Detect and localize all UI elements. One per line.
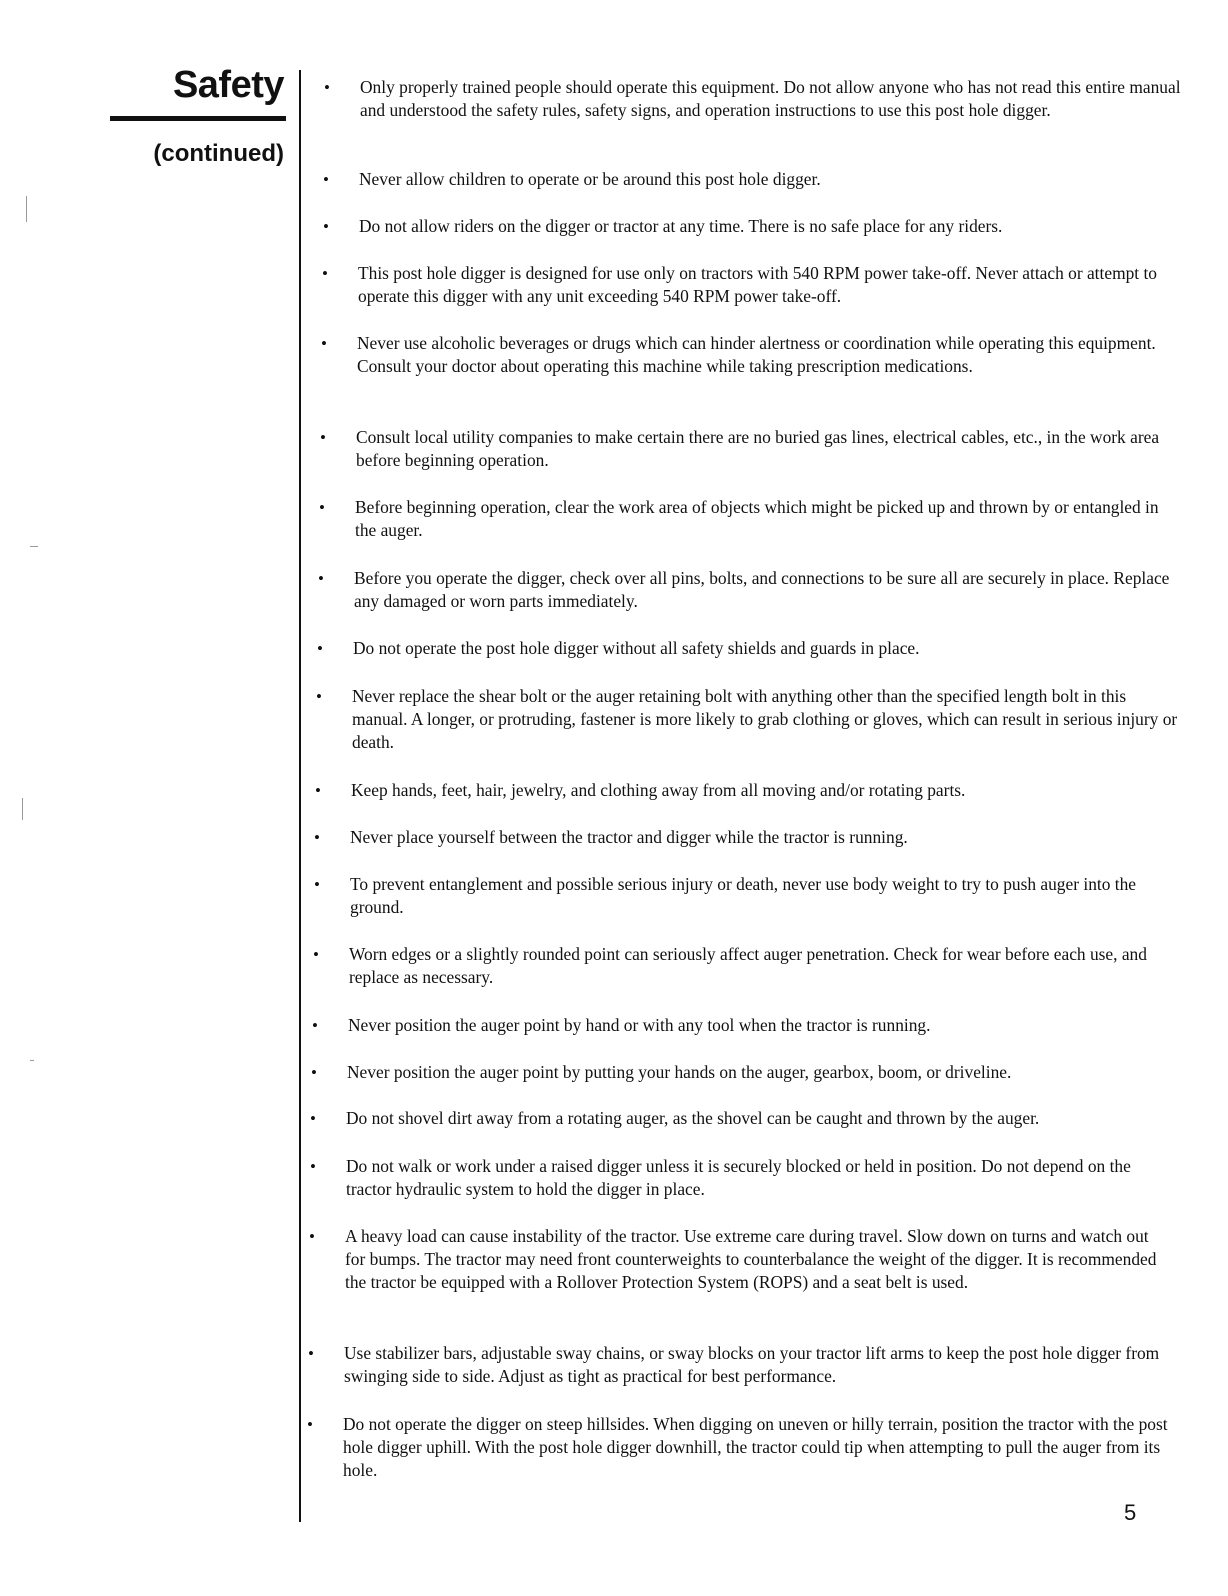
rule-text: Never use alcoholic beverages or drugs which can hinder alertness or coordination while operating this equipment. Consult your doctor about operating this machine while taking prescription medications. (357, 333, 1156, 376)
safety-rule (312, 1014, 1174, 1037)
safety-rule (318, 567, 1180, 613)
rule-text: Use stabilizer bars, adjustable sway chains, or sway blocks on your tractor lift arms to keep the post hole digger from swinging side to side. Adjust as tight as practical for best performance. (344, 1343, 1160, 1386)
rule-text: This post hole digger is designed for use only on tractors with 540 RPM power take-off. Never attach or attempt to operate this digger with any unit exceeding 540 RPM power take-off. (358, 263, 1157, 306)
rule-text: Never position the auger point by hand or with any tool when the tractor is running. (348, 1015, 931, 1035)
safety-rule (314, 826, 1176, 849)
bullet-icon: • (311, 1063, 317, 1082)
safety-rule (315, 779, 1177, 802)
scan-artifact (26, 196, 27, 222)
bullet-icon: • (312, 1016, 318, 1035)
safety-rule (308, 1342, 1170, 1388)
safety-rule (320, 426, 1182, 472)
bullet-icon: • (323, 170, 329, 189)
safety-rule (311, 1061, 1173, 1084)
rule-text: Do not shovel dirt away from a rotating auger, as the shovel can be caught and thrown by the auger. (346, 1108, 1040, 1128)
bullet-icon: • (315, 781, 321, 800)
rule-text: Consult local utility companies to make certain there are no buried gas lines, electrical cables, etc., in the work area before beginning operation. (356, 427, 1160, 470)
rule-text: A heavy load can cause instability of the tractor. Use extreme care during travel. Slow down on turns and watch out for bumps. The tractor may need front counterweights to counterbalance the weight of the digger. It is recommended the tractor be equipped with a Rollover Protection System (ROPS) and a seat belt is used. (345, 1226, 1157, 1292)
rule-text: Do not allow riders on the digger or tractor at any time. There is no safe place for any riders. (359, 216, 1003, 236)
safety-rule (310, 1155, 1172, 1201)
rule-text: Keep hands, feet, hair, jewelry, and clothing away from all moving and/or rotating parts. (351, 780, 966, 800)
bullet-icon: • (319, 498, 325, 517)
safety-rule (309, 1225, 1171, 1294)
rule-text: Only properly trained people should operate this equipment. Do not allow anyone who has not read this entire manual and understood the safety rules, safety signs, and operation instructions to use this post hole digger. (360, 77, 1181, 120)
scan-artifact (22, 798, 23, 820)
bullet-icon: • (323, 217, 329, 236)
bullet-icon: • (314, 875, 320, 894)
rule-text: Before beginning operation, clear the work area of objects which might be picked up and thrown by or entangled in the auger. (355, 497, 1159, 540)
safety-rule (323, 168, 1181, 191)
section-subtitle: (continued) (153, 140, 284, 167)
bullet-icon: • (310, 1157, 316, 1176)
section-title: Safety (172, 64, 284, 106)
scan-artifact (30, 546, 38, 547)
safety-rule (307, 1413, 1169, 1482)
safety-rule (316, 685, 1178, 754)
bullet-icon: • (307, 1415, 313, 1434)
bullet-icon: • (310, 1109, 316, 1128)
bullet-icon: • (313, 945, 319, 964)
scan-artifact (30, 1060, 34, 1061)
rule-text: To prevent entanglement and possible serious injury or death, never use body weight to try to push auger into the ground. (350, 874, 1137, 917)
bullet-icon: • (321, 334, 327, 353)
bullet-icon: • (308, 1344, 314, 1363)
rule-text: Do not walk or work under a raised digger unless it is securely blocked or held in position. Do not depend on the tractor hydraulic system to hold the digger in place. (346, 1156, 1131, 1199)
bullet-icon: • (318, 569, 324, 588)
safety-rule (321, 332, 1181, 378)
safety-rule (317, 637, 1179, 660)
safety-rule (324, 76, 1182, 122)
rule-text: Worn edges or a slightly rounded point can seriously affect auger penetration. Check for wear before each use, and replace as necessary. (349, 944, 1147, 987)
rule-text: Never position the auger point by putting your hands on the auger, gearbox, boom, or driveline. (347, 1062, 1012, 1082)
safety-rule (323, 215, 1181, 238)
rule-text: Do not operate the digger on steep hillsides. When digging on uneven or hilly terrain, position the tractor with the post hole digger uphill. With the post hole digger downhill, the tractor could tip when attempting to pull the auger from its hole. (343, 1414, 1168, 1480)
bullet-icon: • (324, 78, 330, 97)
rule-text: Never place yourself between the tractor and digger while the tractor is running. (350, 827, 908, 847)
bullet-icon: • (320, 428, 326, 447)
safety-rule (313, 943, 1175, 989)
rule-text: Never allow children to operate or be around this post hole digger. (359, 169, 821, 189)
bullet-icon: • (322, 264, 328, 283)
bullet-icon: • (317, 639, 323, 658)
bullet-icon: • (309, 1227, 315, 1246)
safety-rule (319, 496, 1181, 542)
rule-text: Do not operate the post hole digger without all safety shields and guards in place. (353, 638, 920, 658)
bullet-icon: • (316, 687, 322, 706)
safety-rule (322, 262, 1162, 308)
page-number: 5 (1124, 1500, 1137, 1525)
rule-text: Never replace the shear bolt or the auger retaining bolt with anything other than the specified length bolt in this manual. A longer, or protruding, fastener is more likely to grab clothing or gloves, which can result in serious injury or death. (352, 686, 1178, 752)
bullet-icon: • (314, 828, 320, 847)
safety-rule (314, 873, 1176, 919)
rule-text: Before you operate the digger, check over all pins, bolts, and connections to be sure all are securely in place. Replace any damaged or worn parts immediately. (354, 568, 1170, 611)
safety-rule (310, 1107, 1172, 1130)
